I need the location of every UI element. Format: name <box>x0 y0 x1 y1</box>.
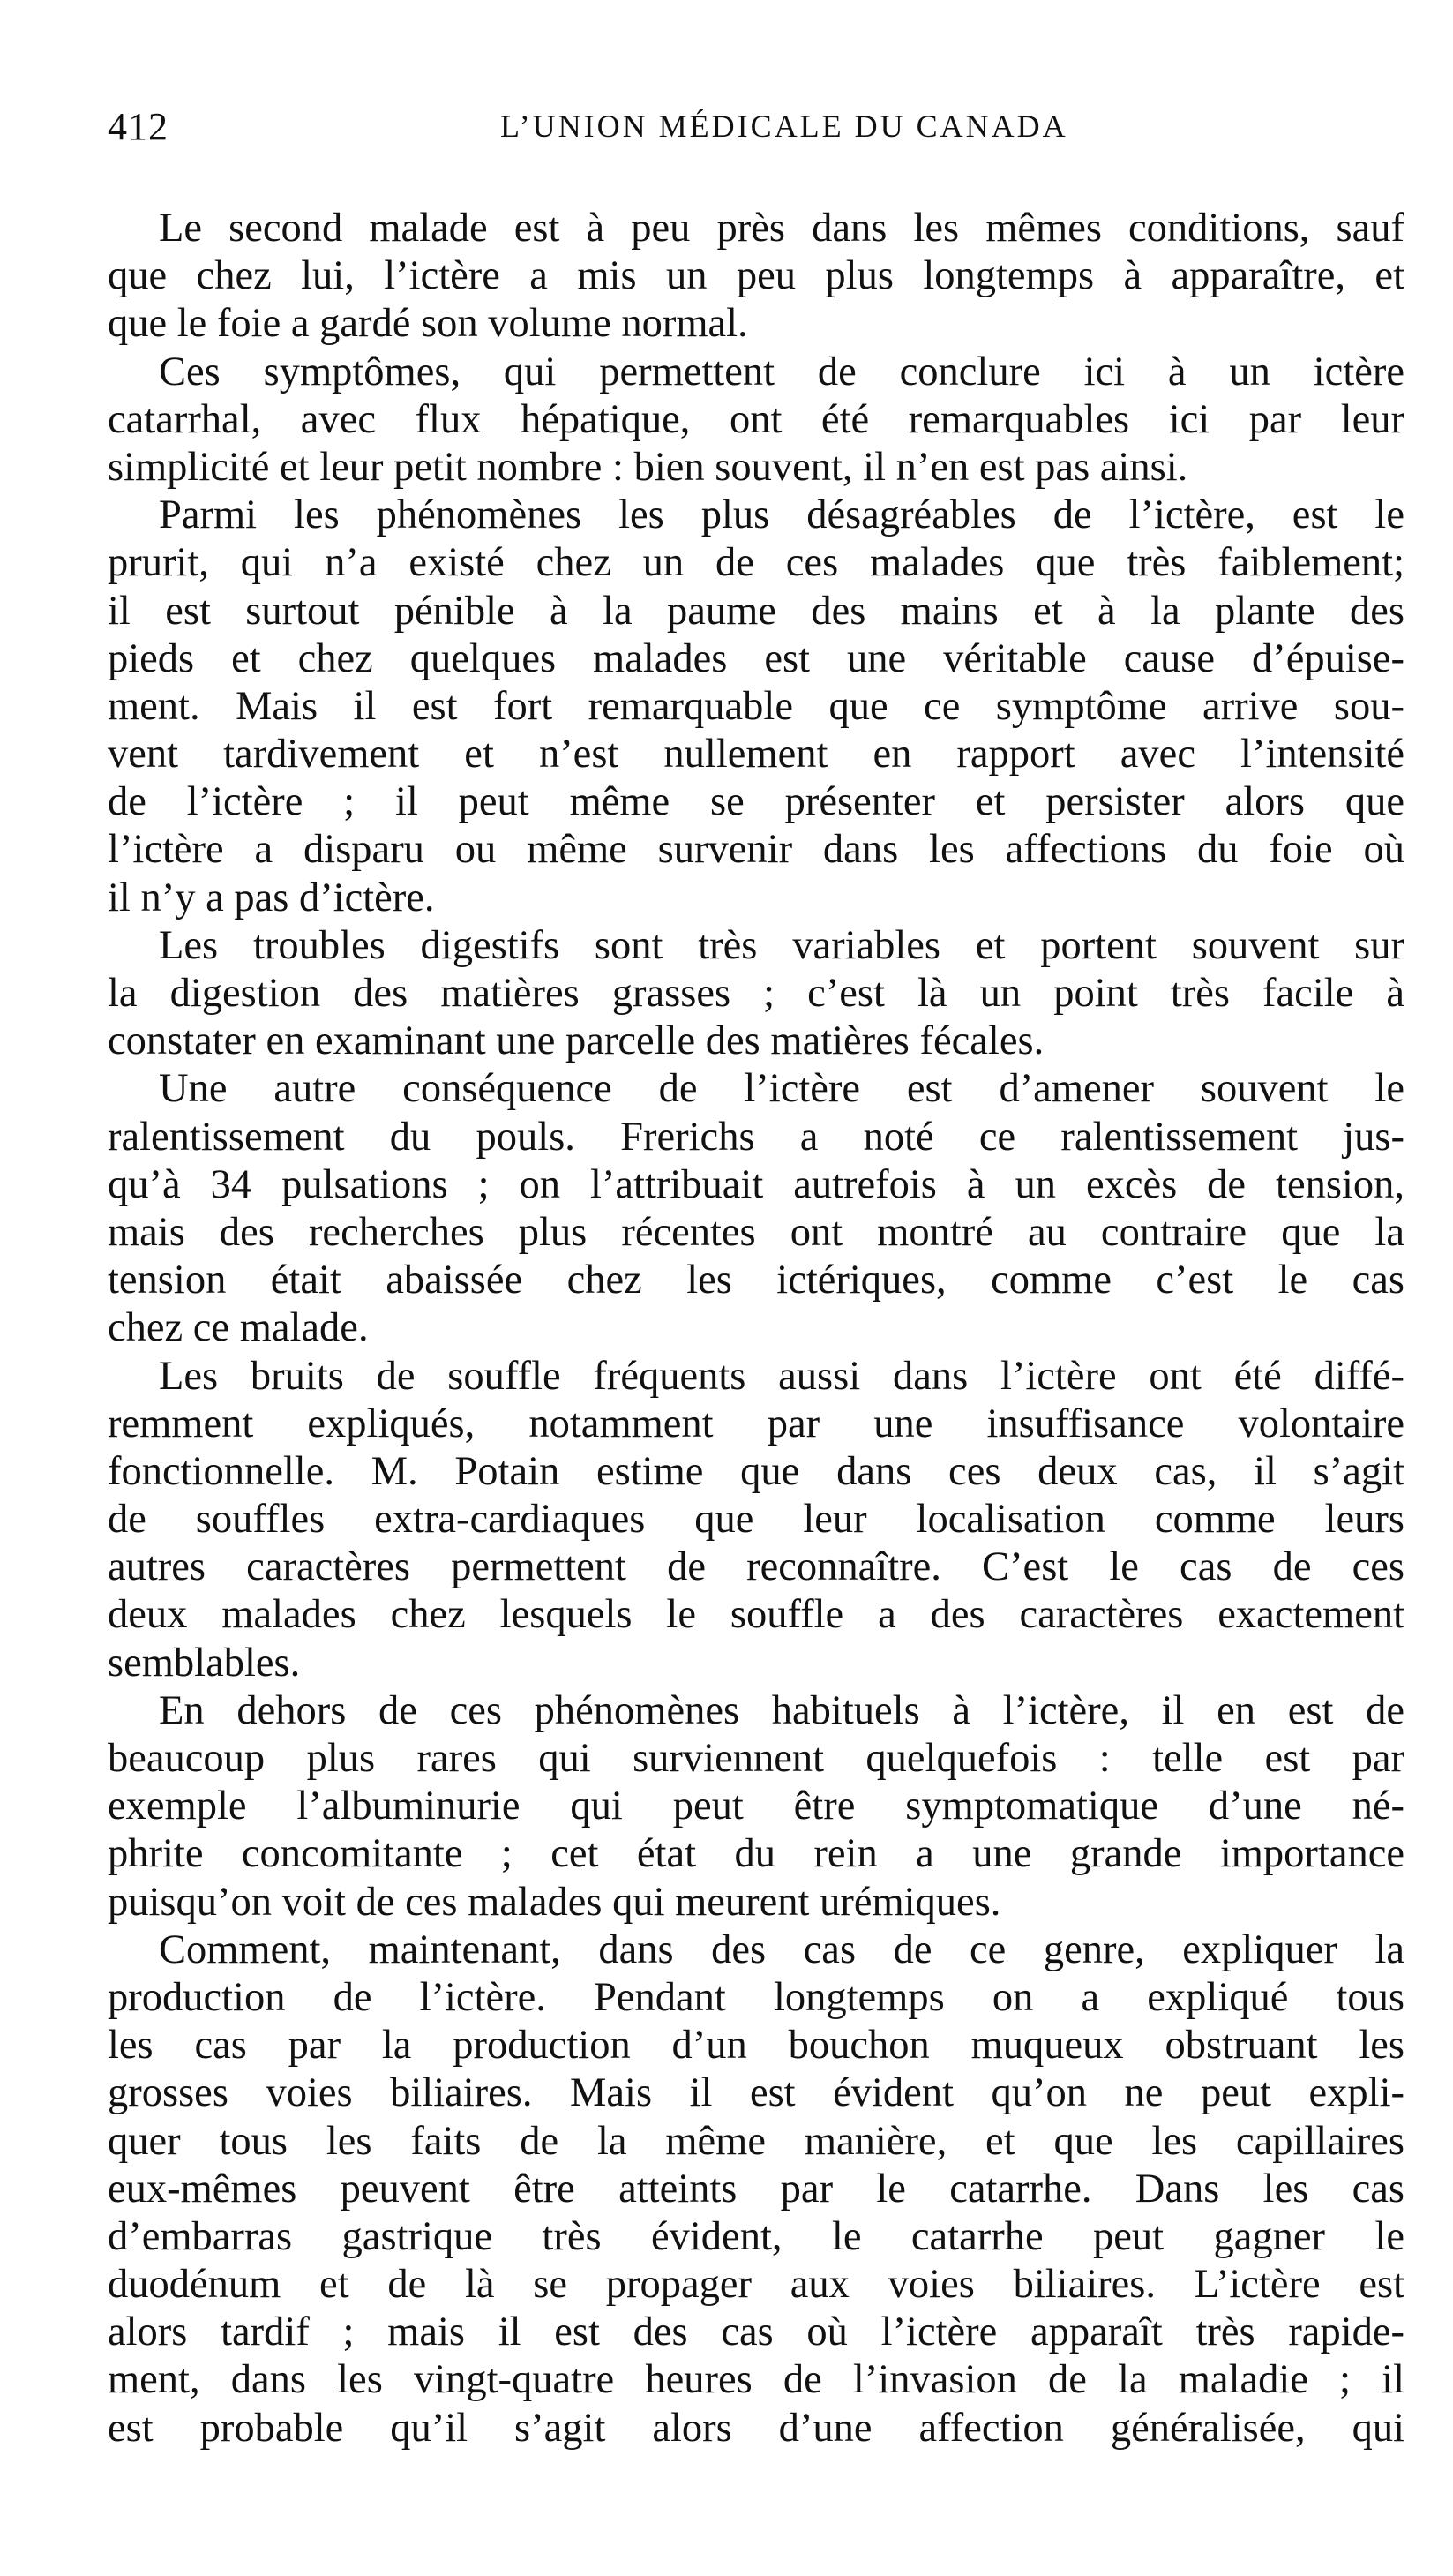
text-line: grosses voies biliaires. Mais il est évident qu’on ne peut expli- <box>108 2070 1404 2116</box>
text-line: mais des recherches plus récentes ont montré au contraire que la <box>108 1209 1404 1255</box>
text-line: duodénum et de là se propager aux voies biliaires. L’ictère est <box>108 2262 1404 2308</box>
text-line: Une autre conséquence de l’ictère est d’amener souvent le <box>159 1066 1404 1112</box>
text-line: En dehors de ces phénomènes habituels à l’ictère, il en est de <box>159 1687 1404 1733</box>
text-line: Ces symptômes, qui permettent de conclure ici à un ictère <box>159 349 1404 394</box>
text-line: deux malades chez lesquels le souffle a des caractères exactement <box>108 1592 1404 1638</box>
text-line: quer tous les faits de la même manière, et que les capillaires <box>108 2118 1404 2164</box>
text-line: prurit, qui n’a existé chez un de ces malades que très faiblement; <box>108 540 1404 586</box>
text-line: de l’ictère ; il peut même se présenter et persister alors que <box>108 779 1404 825</box>
text-line: ralentissement du pouls. Frerichs a noté ce ralentissement jus- <box>108 1114 1404 1160</box>
text-line: d’embarras gastrique très évident, le catarrhe peut gagner le <box>108 2213 1404 2259</box>
text-line: la digestion des matières grasses ; c’est là un point très facile à <box>108 971 1404 1016</box>
text-line: Les troubles digestifs sont très variables et portent souvent sur <box>159 922 1404 968</box>
text-line: de souffles extra-cardiaques que leur localisation comme leurs <box>108 1497 1404 1543</box>
text-line: eux-mêmes peuvent être atteints par le catarrhe. Dans les cas <box>108 2166 1404 2212</box>
text-line: beaucoup plus rares qui surviennent quelquefois : telle est par <box>108 1736 1404 1781</box>
text-line: Comment, maintenant, dans des cas de ce genre, expliquer la <box>159 1926 1404 1972</box>
text-line: simplicité et leur petit nombre : bien souvent, il n’en est pas ainsi. <box>108 444 1188 490</box>
page-header <box>108 104 1396 157</box>
text-line: est probable qu’il s’agit alors d’une affection généralisée, qui <box>108 2405 1404 2451</box>
text-line: constater en examinant une parcelle des matières fécales. <box>108 1018 1045 1064</box>
text-line: exemple l’albuminurie qui peut être symptomatique d’une né- <box>108 1784 1404 1829</box>
running-head: L’UNION MÉDICALE DU CANADA <box>500 109 1068 144</box>
text-line: les cas par la production d’un bouchon muqueux obstruant les <box>108 2023 1404 2069</box>
text-line: Le second malade est à peu près dans les mêmes conditions, sauf <box>159 206 1404 251</box>
text-line: il n’y a pas d’ictère. <box>108 875 435 920</box>
page-number: 412 <box>108 105 169 148</box>
text-line: Parmi les phénomènes les plus désagréables de l’ictère, est le <box>159 492 1404 538</box>
text-line: ment, dans les vingt-quatre heures de l’invasion de la maladie ; il <box>108 2357 1404 2403</box>
text-line: puisqu’on voit de ces malades qui meurent urémiques. <box>108 1879 1001 1925</box>
text-line: l’ictère a disparu ou même survenir dans les affections du foie où <box>108 827 1404 873</box>
text-line: autres caractères permettent de reconnaître. C’est le cas de ces <box>108 1544 1404 1590</box>
text-line: pieds et chez quelques malades est une véritable cause d’épuise- <box>108 635 1404 681</box>
text-line: phrite concomitante ; cet état du rein a une grande importance <box>108 1831 1404 1877</box>
text-line: fonctionnelle. M. Potain estime que dans ces deux cas, il s’agit <box>108 1448 1404 1494</box>
text-line: remment expliqués, notamment par une insuffisance volontaire <box>108 1401 1404 1446</box>
text-line: tension était abaissée chez les ictériques, comme c’est le cas <box>108 1258 1404 1303</box>
text-line: production de l’ictère. Pendant longtemps on a expliqué tous <box>108 1974 1404 2020</box>
text-line: que le foie a gardé son volume normal. <box>108 301 748 347</box>
text-line: alors tardif ; mais il est des cas où l’ictère apparaît très rapide- <box>108 2309 1404 2355</box>
text-line: chez ce malade. <box>108 1305 369 1351</box>
text-line: vent tardivement et n’est nullement en rapport avec l’intensité <box>108 732 1404 777</box>
body-text <box>108 205 1404 2452</box>
text-line: que chez lui, l’ictère a mis un peu plus longtemps à apparaître, et <box>108 253 1404 299</box>
text-line: semblables. <box>108 1640 301 1686</box>
text-line: qu’à 34 pulsations ; on l’attribuait autrefois à un excès de tension, <box>108 1161 1404 1207</box>
text-line: catarrhal, avec flux hépatique, ont été remarquables ici par leur <box>108 396 1404 442</box>
text-line: il est surtout pénible à la paume des mains et à la plante des <box>108 588 1404 634</box>
text-line: Les bruits de souffle fréquents aussi dans l’ictère ont été diffé- <box>159 1353 1404 1399</box>
text-line: ment. Mais il est fort remarquable que ce symptôme arrive sou- <box>108 683 1404 729</box>
